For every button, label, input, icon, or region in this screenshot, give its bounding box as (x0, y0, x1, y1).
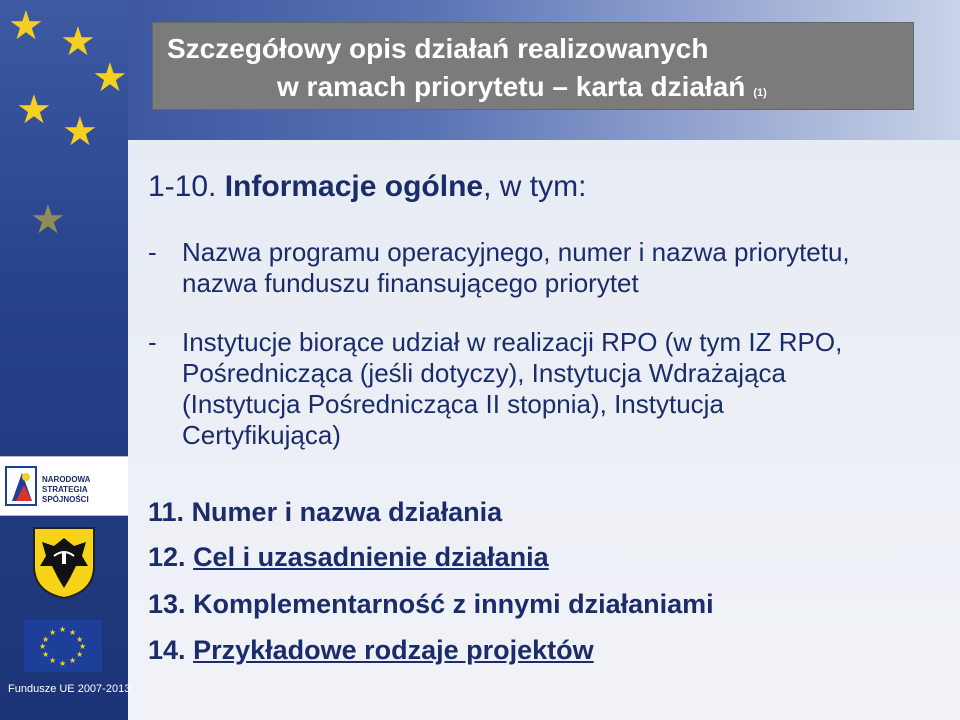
heading-suffix: , w tym: (483, 170, 587, 203)
item-text: Numer i nazwa działania (191, 497, 503, 527)
eu-flag-icon: ★ ★ ★ ★ ★ ★ ★ ★ ★ ★ ★ ★ (24, 620, 102, 672)
dash-bullet: - (148, 327, 157, 357)
funds-label: Fundusze UE 2007-2013 (8, 683, 131, 695)
numbered-item (148, 497, 502, 528)
heading-bold: Informacje ogólne (224, 170, 484, 203)
title-line1: Szczegółowy opis działań realizowanych (167, 33, 709, 64)
dash-bullet: - (148, 237, 157, 267)
star-icon: ★ (16, 87, 52, 133)
list-item-text: Nazwa programu operacyjnego, numer i nazwa priorytetu, nazwa funduszu finansującego priorytet (182, 237, 850, 298)
section-heading (148, 170, 586, 204)
nss-line2: STRATEGIA SPÓJNOŚCI (42, 485, 89, 504)
nss-line1: NARODOWA (42, 475, 91, 484)
item-text: Komplementarność z innymi działaniami (193, 589, 714, 619)
star-icon: ★ (60, 19, 96, 65)
star-icon: ★ (30, 197, 66, 243)
list-item-text: Instytucje biorące udział w realizacji RPO (w tym IZ RPO, Pośrednicząca (jeśli dotyczy), Instytucja Wdrażająca (Instytucja Pośrednicząca II stopnia), Instytucja Certyfikująca) (182, 327, 843, 450)
item-number: 14. (148, 635, 186, 665)
title-line2-text: w ramach priorytetu – karta działań (277, 71, 746, 102)
numbered-item (148, 635, 594, 666)
star-icon: ★ (92, 55, 128, 101)
star-icon: ★ (62, 109, 98, 155)
heading-prefix: 1-10. (148, 170, 225, 203)
star-icon: ★ (8, 3, 44, 49)
item-number: 13. (148, 589, 186, 619)
slide-title (152, 22, 914, 110)
list-item (148, 327, 888, 451)
title-line2 (277, 71, 767, 103)
coat-of-arms-icon (32, 526, 96, 600)
numbered-item (148, 589, 714, 620)
item-number: 11. (148, 497, 185, 527)
numbered-item (148, 542, 549, 573)
list-item (148, 237, 888, 299)
item-text: Cel i uzasadnienie działania (193, 542, 549, 572)
item-text: Przykładowe rodzaje projektów (193, 635, 594, 665)
nss-text (42, 475, 128, 505)
item-number: 12. (148, 542, 186, 572)
title-suffix: (1) (753, 87, 767, 99)
nss-logo (0, 456, 128, 516)
nss-logo-icon (2, 463, 42, 509)
